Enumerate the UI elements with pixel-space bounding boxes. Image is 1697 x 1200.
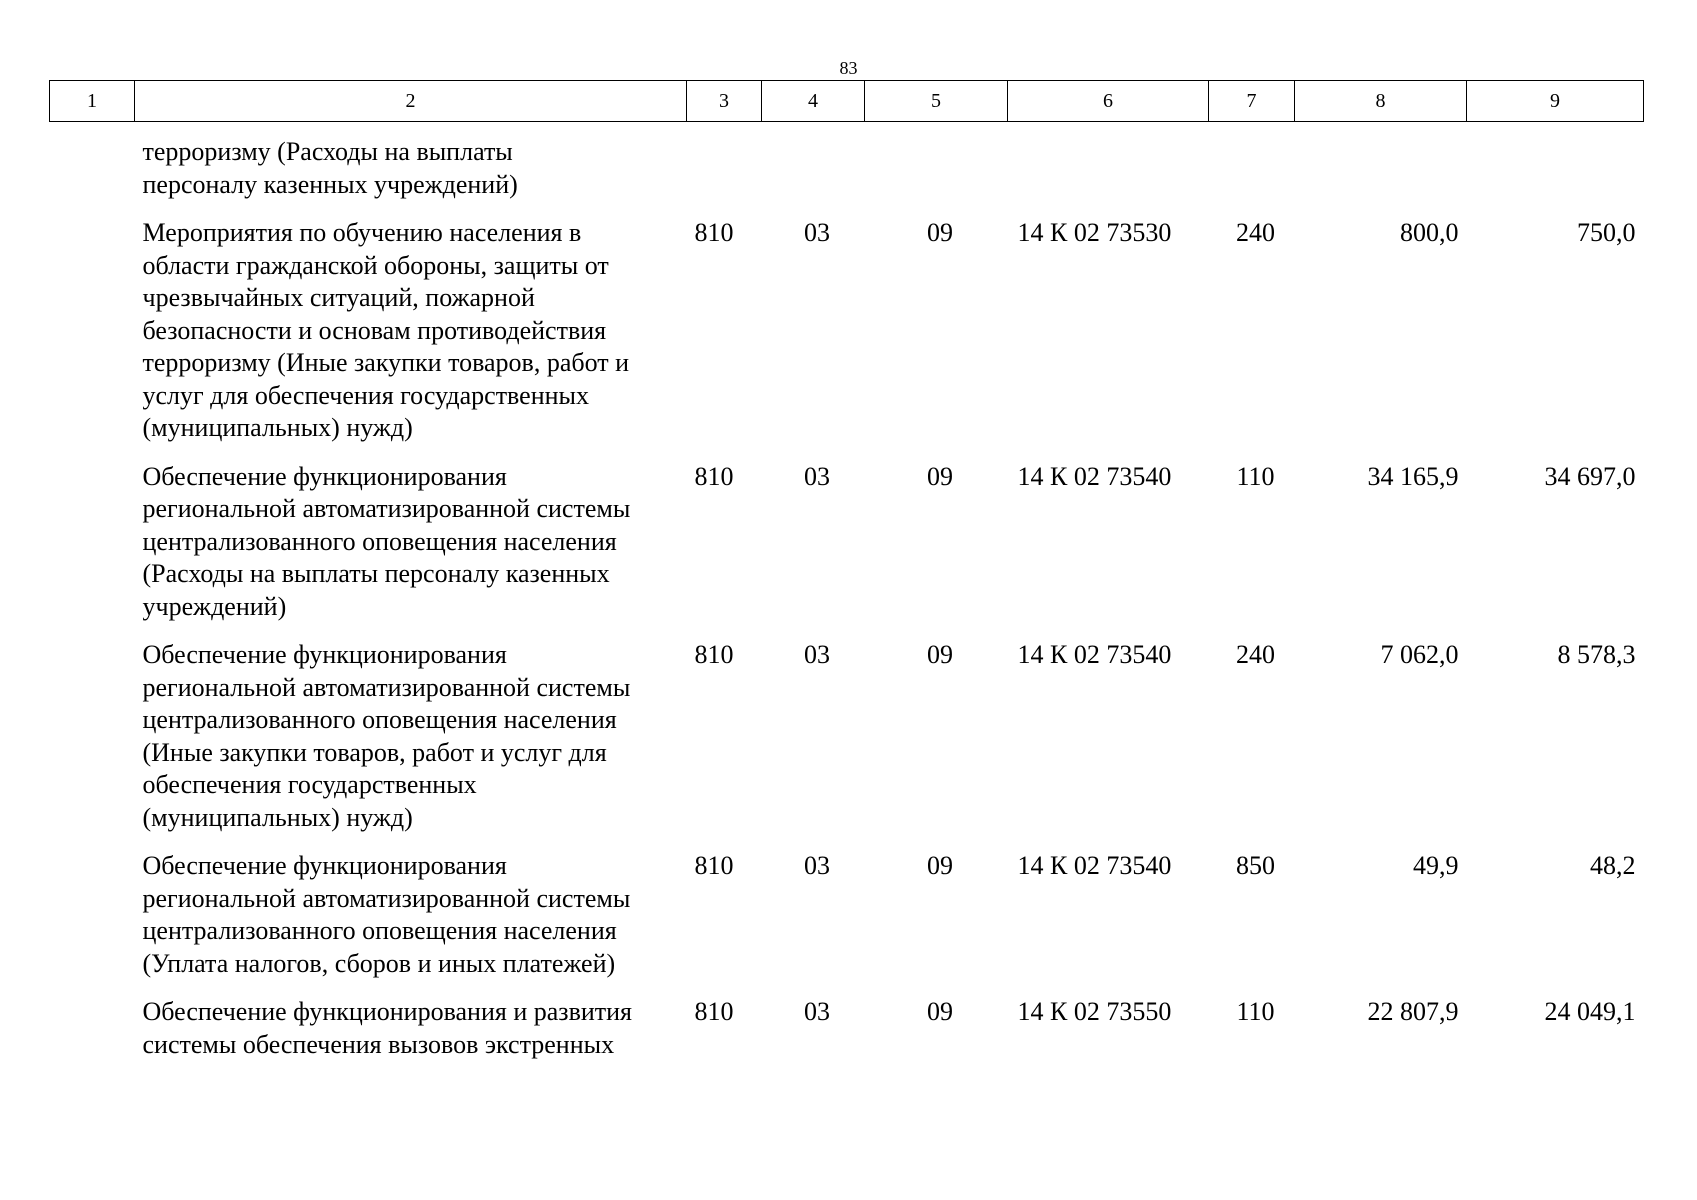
cell-c5: 09 [927, 640, 953, 669]
cell-c9: 8 578,3 [1557, 640, 1636, 669]
cell-c6: 14 К 02 73540 [1017, 640, 1172, 669]
cell-c3: 810 [694, 851, 734, 880]
table-row [50, 461, 1644, 640]
cell-col1 [50, 122, 135, 218]
cell-name: Обеспечение функционирования региональной автоматизированной системы централизованного оповещения населения (Иные закупки товаров, работ и услуг для обеспечения государственных (муниципальных) нужд) [142, 640, 631, 832]
cell-c6: 14 К 02 73550 [1017, 997, 1172, 1026]
cell-c4: 03 [804, 640, 830, 669]
cell-c3: 810 [694, 997, 734, 1026]
cell-col1 [50, 639, 135, 850]
cell-c8 [1295, 122, 1467, 218]
cell-c7: 240 [1236, 218, 1275, 247]
cell-c3: 810 [694, 461, 734, 491]
cell-c4: 03 [804, 461, 830, 491]
cell-c9 [1467, 122, 1644, 218]
table-row [50, 217, 1644, 461]
cell-c8: 34 165,9 [1367, 461, 1459, 491]
cell-col1 [50, 996, 135, 1061]
cell-c9: 34 697,0 [1544, 461, 1636, 491]
cell-c8: 800,0 [1400, 218, 1459, 247]
cell-c6 [1008, 122, 1209, 218]
cell-c4 [762, 122, 865, 218]
cell-c9: 48,2 [1590, 851, 1636, 880]
cell-c4: 03 [804, 218, 830, 247]
cell-c4: 03 [804, 851, 830, 880]
cell-name: Мероприятия по обучению населения в области гражданской обороны, защиты от чрезвычайных ситуаций, пожарной безопасности и основам противодействия терроризму (Иные закупки товаров, работ и услуг для обеспечения государственных (муниципальных) нужд) [142, 218, 630, 442]
cell-c9: 24 049,1 [1544, 997, 1636, 1026]
column-header-1: 1 [50, 81, 135, 122]
table-row [50, 850, 1644, 996]
cell-c7: 110 [1236, 997, 1275, 1026]
cell-c8: 7 062,0 [1380, 640, 1459, 669]
cell-c3: 810 [694, 640, 734, 669]
budget-table [49, 80, 1644, 1061]
cell-c6: 14 К 02 73540 [1017, 851, 1172, 880]
cell-c6: 14 К 02 73530 [1017, 218, 1172, 247]
cell-name: терроризму (Расходы на выплаты персоналу казенных учреждений) [142, 137, 518, 199]
cell-name: Обеспечение функционирования региональной автоматизированной системы централизованного оповещения населения (Уплата налогов, сборов и иных платежей) [142, 851, 631, 978]
cell-c8: 49,9 [1413, 851, 1459, 880]
column-header-4: 4 [762, 81, 865, 122]
cell-c7: 850 [1236, 851, 1275, 880]
column-header-8: 8 [1295, 81, 1467, 122]
cell-col1 [50, 217, 135, 461]
cell-col1 [50, 850, 135, 996]
table-body [50, 122, 1644, 1062]
cell-c3: 810 [694, 218, 734, 247]
table-row [50, 996, 1644, 1061]
cell-c8: 22 807,9 [1367, 997, 1459, 1026]
table-row [50, 122, 1644, 218]
cell-c5: 09 [927, 461, 953, 491]
header-row [50, 81, 1644, 122]
cell-c7: 240 [1236, 640, 1275, 669]
column-header-2: 2 [135, 81, 687, 122]
column-header-5: 5 [865, 81, 1008, 122]
column-header-9: 9 [1467, 81, 1644, 122]
column-header-7: 7 [1209, 81, 1295, 122]
cell-col1 [50, 461, 135, 640]
cell-c3 [687, 122, 762, 218]
cell-c6: 14 К 02 73540 [1017, 461, 1172, 491]
table-row [50, 639, 1644, 850]
cell-c7: 110 [1236, 461, 1275, 491]
cell-c4: 03 [804, 997, 830, 1026]
cell-c5: 09 [927, 218, 953, 247]
table-header [50, 81, 1644, 122]
cell-name: Обеспечение функционирования региональной автоматизированной системы централизованного оповещения населения (Расходы на выплаты персоналу казенных учреждений) [142, 461, 631, 621]
cell-c5 [865, 122, 1008, 218]
cell-name: Обеспечение функционирования и развития системы обеспечения вызовов экстренных [142, 997, 632, 1059]
cell-c9: 750,0 [1577, 218, 1636, 247]
cell-c5: 09 [927, 851, 953, 880]
column-header-3: 3 [687, 81, 762, 122]
page-number: 83 [839, 58, 858, 78]
column-header-6: 6 [1008, 81, 1209, 122]
cell-c5: 09 [927, 997, 953, 1026]
cell-c7 [1209, 122, 1295, 218]
